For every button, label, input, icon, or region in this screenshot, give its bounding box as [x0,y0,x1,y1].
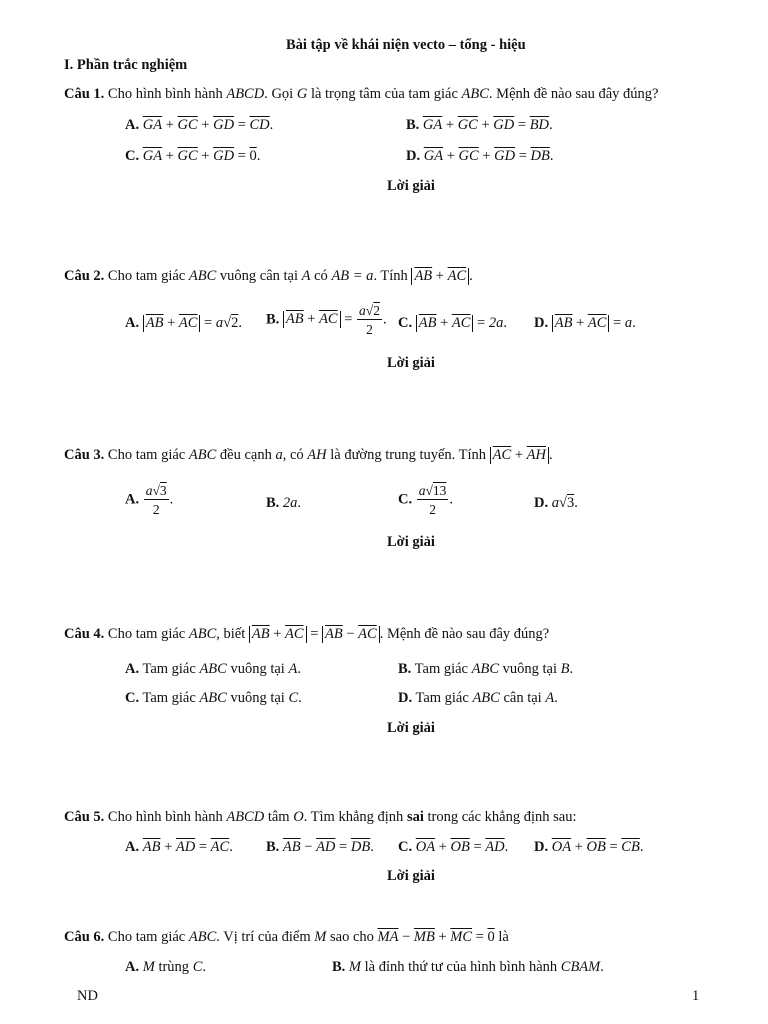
q5-option-a[interactable]: A. $\overline{AB} + \overline{AD} = \overline{AC}$. [125,839,233,855]
question-label: Câu 3. [64,447,105,463]
q1-option-c[interactable]: C. $\overline{GA} + \overline{GC} + \overline{GD} = 0$. [125,148,261,164]
question-label: Câu 2. [64,268,105,284]
solution-heading: Lời giải [387,720,435,736]
question-2: Câu 2. Cho tam giác ABC vuông cân tại A có AB = a. Tính $\overline{AB} + \overline{AC}$ . [64,268,473,284]
question-4: Câu 4. Cho tam giác ABC, biết $\overline{AB} + \overline{AC} = \overline{AB} - \overline{AC}$ . Mệnh đề nào sau đây đúng? [64,626,550,642]
question-3: Câu 3. Cho tam giác ABC đều cạnh a, có AH là đường trung tuyến. Tính $\overline{AC} + \overline{AH}$ . [64,447,553,463]
q3-option-c[interactable]: C. $\frac{a√13}{2}$ . [398,483,454,517]
section-heading: I. Phần trắc nghiệm [64,57,188,73]
page-title: Bài tập về khái niện vecto – tổng - hiệu [286,37,526,53]
solution-heading: Lời giải [387,178,435,194]
q5-option-c[interactable]: C. $\overline{OA} + \overline{OB} = \overline{AD}$. [398,839,509,855]
page-number: 1 [692,988,700,1004]
q3-option-a[interactable]: A. $\frac{a√3}{2}$ . [125,483,174,517]
q1-option-a[interactable]: A. $\overline{GA} + \overline{GC} + \overline{GD} = \overline{CD}$. [125,117,274,133]
q1-option-b[interactable]: B. $\overline{GA} + \overline{GC} + \overline{GD} = \overline{BD}$. [406,117,553,133]
footer-left: ND [77,988,98,1004]
q6-option-a[interactable]: A. M trùng C. [125,959,206,975]
q3-option-d[interactable]: D. a√3. [534,495,578,511]
question-1: Câu 1. Cho hình bình hành ABCD. Gọi G là trọng tâm của tam giác ABC. Mệnh đề nào sau đây đúng? [64,86,659,102]
q4-option-b[interactable]: B. Tam giác ABC vuông tại B. [398,661,574,677]
question-label: Câu 5. [64,809,105,825]
q1-option-d[interactable]: D. $\overline{GA} + \overline{GC} + \overline{GD} = \overline{DB}$. [406,148,554,164]
question-label: Câu 6. [64,929,105,945]
q5-option-d[interactable]: D. $\overline{OA} + \overline{OB} = \overline{CB}$. [534,839,644,855]
solution-heading: Lời giải [387,355,435,371]
question-label: Câu 1. [64,86,105,102]
q2-option-a[interactable]: A. $\overline{AB} + \overline{AC} = a√2$. [125,315,242,331]
q2-option-b[interactable]: B. $\overline{AB} + \overline{AC}$ = $\frac{a√2}{2}$ . [266,303,387,337]
q6-option-b[interactable]: B. M là đỉnh thứ tư của hình bình hành CBAM. [332,959,604,975]
solution-heading: Lời giải [387,534,435,550]
q5-option-b[interactable]: B. $\overline{AB} - \overline{AD} = \overline{DB}$. [266,839,374,855]
q2-option-d[interactable]: D. $\overline{AB} + \overline{AC} = a$. [534,315,636,331]
solution-heading: Lời giải [387,868,435,884]
q4-option-a[interactable]: A. Tam giác ABC vuông tại A. [125,661,301,677]
question-label: Câu 4. [64,626,105,642]
question-5: Câu 5. Cho hình bình hành ABCD tâm O. Tìm khẳng định sai trong các khẳng định sau: [64,809,577,825]
q4-option-c[interactable]: C. Tam giác ABC vuông tại C. [125,690,302,706]
q4-option-d[interactable]: D. Tam giác ABC cân tại A. [398,690,558,706]
question-6: Câu 6. Cho tam giác ABC. Vị trí của điểm M sao cho $\overline{MA} - \overline{MB} + \overline{MC} = 0$ là [64,929,509,945]
q2-option-c[interactable]: C. $\overline{AB} + \overline{AC} = 2a$. [398,315,507,331]
q3-option-b[interactable]: B. 2a. [266,495,302,511]
